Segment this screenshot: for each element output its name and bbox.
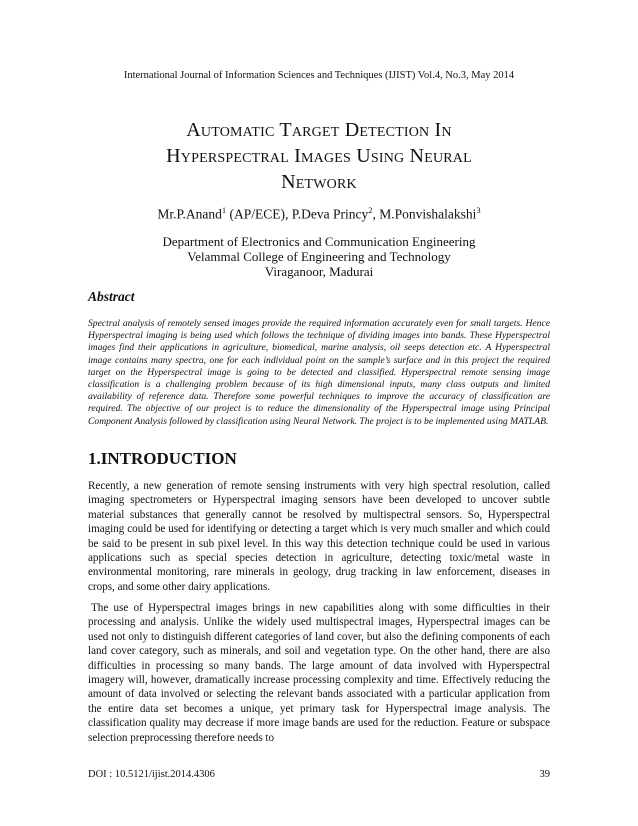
author-2-affiliation-mark: 2	[368, 205, 373, 215]
introduction-heading: 1.INTRODUCTION	[88, 449, 237, 468]
paper-title	[80, 117, 558, 195]
author-separator: ,	[372, 206, 380, 222]
author-1-name: Mr.P.Anand	[157, 206, 222, 222]
affiliation-location: Viraganoor, Madurai	[264, 264, 374, 279]
journal-header: International Journal of Information Sciences and Techniques (IJIST) Vol.4, No.3, May 2014	[123, 70, 515, 81]
abstract-heading: Abstract	[88, 289, 135, 304]
affiliation	[0, 234, 638, 279]
title-line-3: Network	[281, 171, 357, 193]
abstract-body: Spectral analysis of remotely sensed images provide the required information accurately even for small targets. Hence Hyperspectral imaging is being used which follows the technique of dividing images into bands. These Hyperspectral images find their applications in agriculture, biomedical, marine analysis, oil seeps detection etc. A Hyperspectral image contains many spectra, one for each individual point on the sample’s surface and in this project the required target on the Hyperspectral image is going to be detected and classified. Hyperspectral remote sensing image classification is a challenging problem because of its high dimensional inputs, many class outputs and limited availability of reference data. Therefore some powerful techniques to improve the accuracy of classification are required. The objective of our project is to reduce the dimensionality of the Hyperspectral image using Principal Component Analysis followed by classification using Neural Network. The project is to be implemented using MATLAB.	[88, 318, 550, 427]
title-line-1: Automatic Target Detection In	[186, 119, 452, 141]
author-2-name: P.Deva Princy	[291, 206, 369, 222]
author-3-affiliation-mark: 3	[476, 205, 481, 215]
title-line-2: Hyperspectral Images Using Neural	[166, 145, 472, 167]
affiliation-department: Department of Electronics and Communication Engineering	[162, 234, 476, 249]
author-3-name: M.Ponvishalakshi	[379, 206, 477, 222]
affiliation-college: Velammal College of Engineering and Technology	[187, 249, 451, 264]
footer-doi: DOI : 10.5121/ijist.2014.4306	[88, 769, 215, 780]
introduction-paragraph-1: Recently, a new generation of remote sensing instruments with very high spectral resolution, called imaging spectrometers or Hyperspectral imaging sensors have been developed to uncover subtle material substances that generally cannot be resolved by multispectral sensors. So, Hyperspectral imaging could be used for identifying or detecting a target which is very much smaller and which could be said to be present in sub pixel level. In this way this detection technique could be used in various applications such as special species detection in agriculture, detecting toxic/metal waste in environmental monitoring, rare minerals in geology, drug tracking in law enforcement, diseases in crops, and some other dairy applications.	[88, 480, 550, 593]
author-1-role: (AP/ECE),	[226, 206, 292, 222]
author-list	[0, 205, 638, 223]
introduction-paragraph-2: The use of Hyperspectral images brings in new capabilities along with some difficulties in their processing and analysis. Unlike the widely used multispectral images, Hyperspectral images can be used not only to distinguish different categories of land cover, but also the defining components of each land cover category, such as minerals, and soil and vegetation type. On the other hand, there are also difficulties in processing so many bands. The large amount of data involved with Hyperspectral imagery will, however, dramatically increase processing complexity and time. Effectively reducing the amount of data involved or selecting the relevant bands associated with a particular application from the entire data set becomes a unique, yet primary task for Hyperspectral image analysis. The classification quality may decrease if more image bands are used for the reduction. Feature or subspace selection preprocessing therefore needs to	[88, 602, 550, 744]
page-number: 39	[539, 769, 550, 780]
author-1-affiliation-mark: 1	[221, 205, 227, 215]
